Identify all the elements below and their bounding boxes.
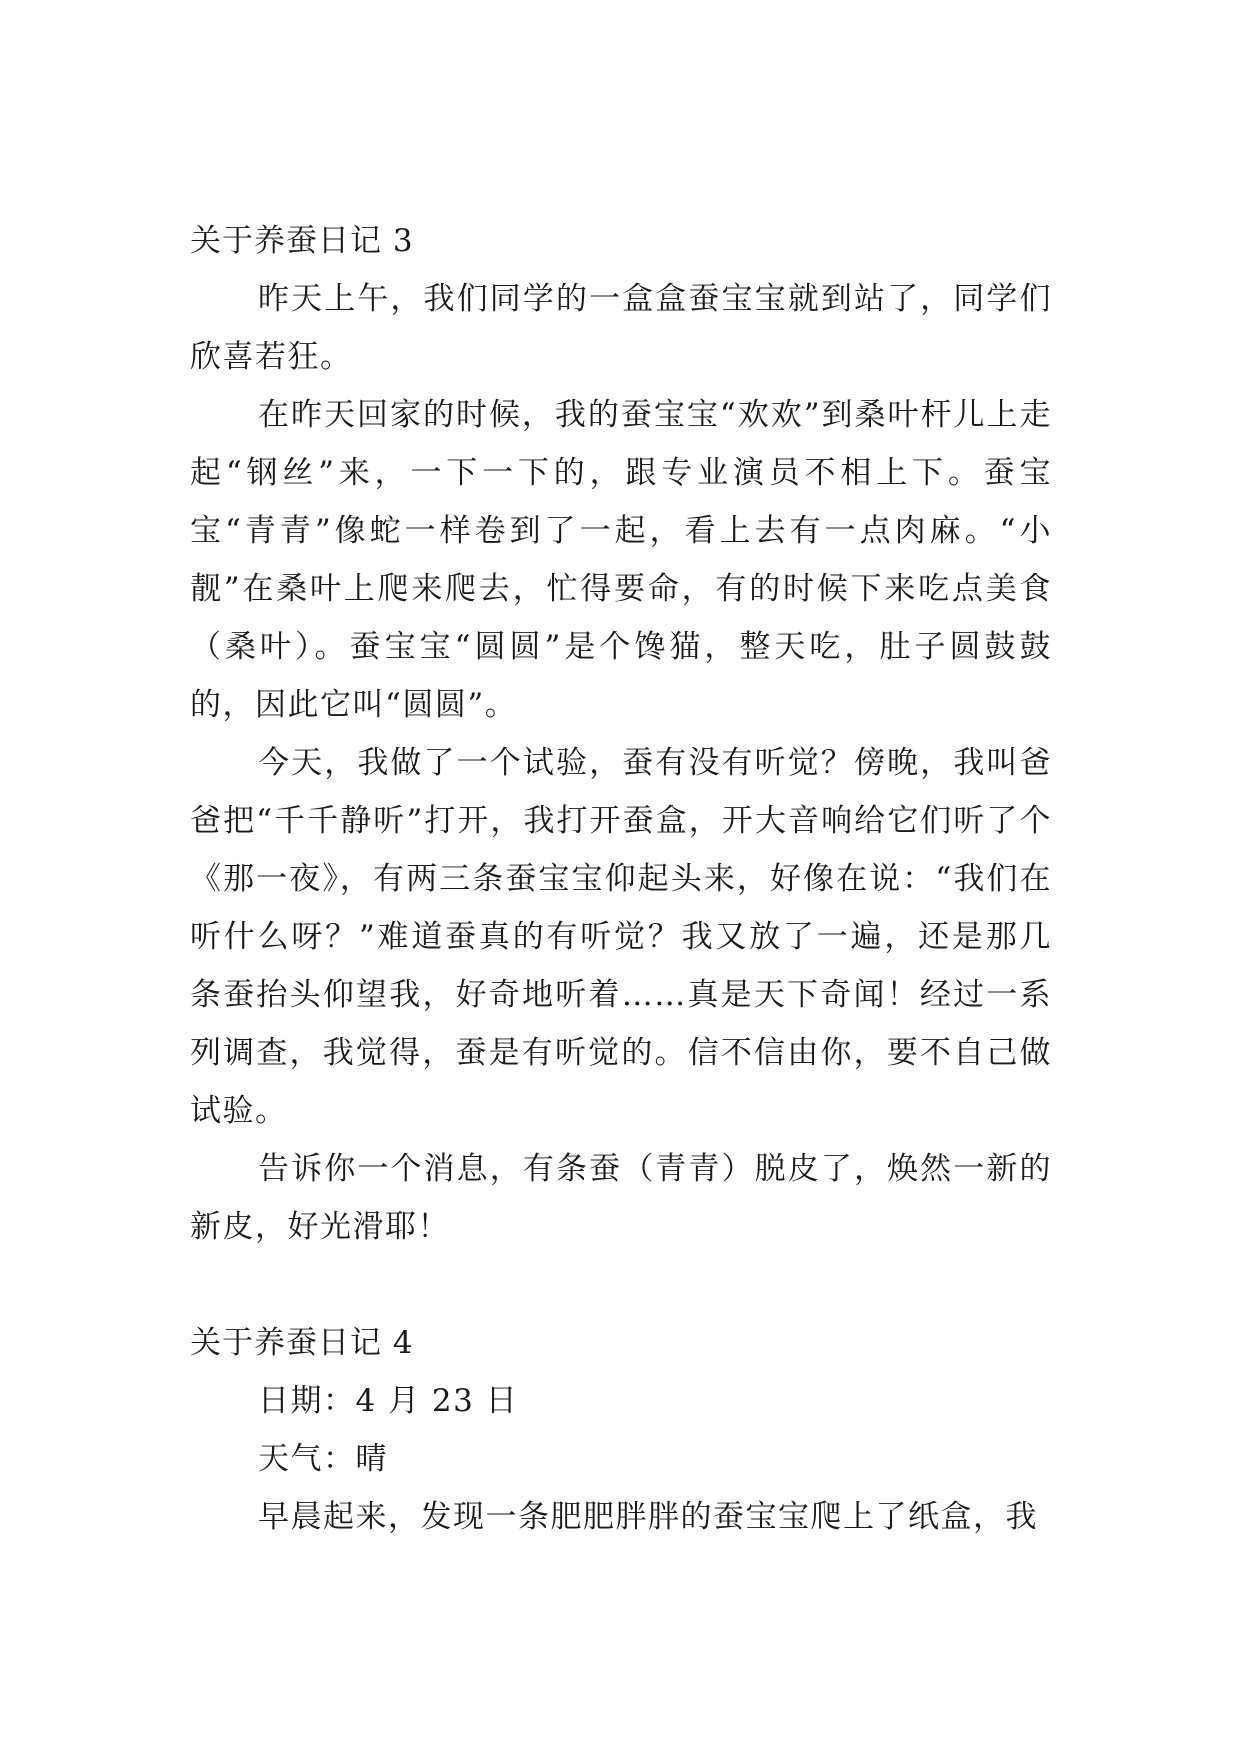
diary-4-title: 关于养蚕日记 4 [190, 1325, 414, 1361]
document-page [190, 212, 1052, 1546]
diary-3-paragraph-1: 昨天上午，我们同学的一盒盒蚕宝宝就到站了，同学们欣喜若狂。 [190, 281, 1052, 375]
diary-3-paragraph-4: 告诉你一个消息，有条蚕（青青）脱皮了，焕然一新的新皮，好光滑耶！ [190, 1151, 1052, 1245]
diary-4-weather: 天气：晴 [258, 1441, 388, 1477]
section-gap [190, 1256, 1052, 1314]
diary-3-paragraph-2: 在昨天回家的时候，我的蚕宝宝“欢欢”到桑叶杆儿上走起“钢丝”来，一下一下的，跟专业演员不相上下。蚕宝宝“青青”像蛇一样卷到了一起，看上去有一点肉麻。“小靓”在桑叶上爬来爬去，忙得要命，有的时候下来吃点美食（桑叶）。蚕宝宝“圆圆”是个馋猫，整天吃，肚子圆鼓鼓的，因此它叫“圆圆”。 [190, 397, 1052, 723]
diary-4-paragraph-1: 早晨起来，发现一条肥肥胖胖的蚕宝宝爬上了纸盒，我 [258, 1499, 1038, 1535]
diary-4-date: 日期：4 月 23 日 [258, 1383, 519, 1419]
diary-3-paragraph-3: 今天，我做了一个试验，蚕有没有听觉？傍晚，我叫爸爸把“千千静听”打开，我打开蚕盒，开大音响给它们听了个《那一夜》，有两三条蚕宝宝仰起头来，好像在说：“我们在听什么呀？”难道蚕真的有听觉？我又放了一遍，还是那几条蚕抬头仰望我，好奇地听着……真是天下奇闻！经过一系列调查，我觉得，蚕是有听觉的。信不信由你，要不自己做试验。 [190, 745, 1052, 1129]
diary-3-title: 关于养蚕日记 3 [190, 223, 414, 259]
